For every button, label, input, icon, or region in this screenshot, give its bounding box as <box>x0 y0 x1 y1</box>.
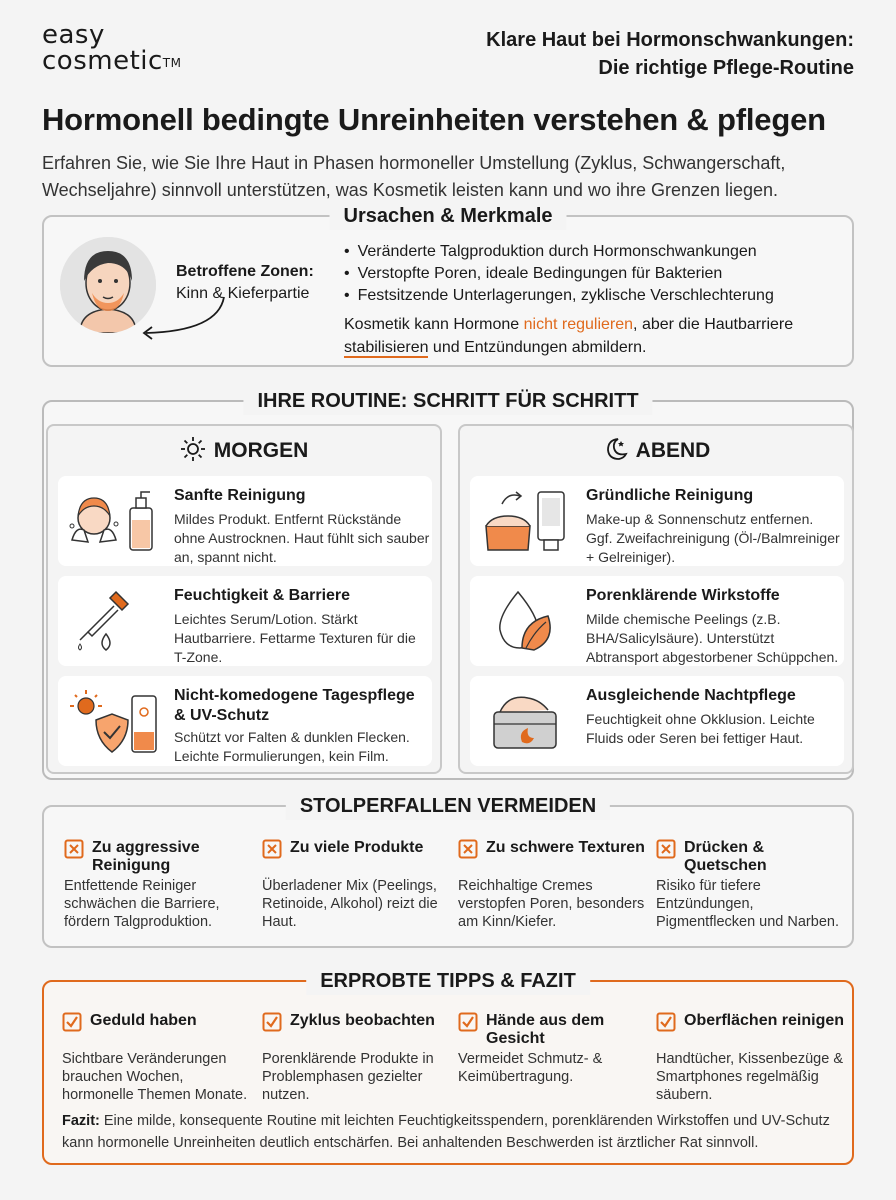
routine-section <box>42 390 854 780</box>
note-highlight: nicht regulieren <box>523 316 634 333</box>
routine-step <box>470 576 844 666</box>
page-title-line1: Klare Haut bei Hormonschwankungen: <box>486 29 854 51</box>
zones-label: Betroffene Zonen: <box>176 263 314 280</box>
pitfall-item <box>656 839 851 931</box>
pitfall-title: Drücken & Quetschen <box>684 839 767 874</box>
tip-item <box>62 1012 257 1104</box>
list-item: • Verstopfte Poren, ideale Bedingungen für Bakterien <box>344 263 774 285</box>
step-text: Feuchtigkeit ohne Okklusion. Leichte Fluids oder Seren bei fettiger Haut. <box>586 711 815 746</box>
sun-icon <box>180 436 206 462</box>
cosmetics-note <box>344 313 844 359</box>
x-box-icon <box>64 839 84 859</box>
pitfall-item <box>262 839 457 931</box>
morning-header <box>48 436 440 465</box>
step-text: Make-up & Sonnenschutz entfernen. Ggf. Zweifachreinigung (Öl-/Balmreiniger + Gelreiniger). <box>586 511 840 565</box>
x-box-icon <box>458 839 478 859</box>
causes-title: Ursachen & Merkmale <box>330 202 567 230</box>
step-text: Milde chemische Peelings (z.B. BHA/Salicylsäure). Unterstützt Abtransport abgestorbener Schüppchen. <box>586 611 839 665</box>
step-title: Gründliche Reinigung <box>586 487 754 504</box>
night-cream-icon <box>478 686 574 756</box>
morning-label: MORGEN <box>213 439 309 462</box>
conclusion-label: Fazit: <box>62 1113 100 1129</box>
pitfall-item <box>64 839 259 931</box>
pitfall-title: Zu aggressive Reinigung <box>92 839 200 874</box>
conclusion <box>62 1110 842 1154</box>
step-title: Sanfte Reinigung <box>174 487 306 504</box>
checkbox-icon <box>656 1012 676 1032</box>
causes-section <box>42 205 854 367</box>
note-text: und Entzündungen abmildern. <box>428 339 647 356</box>
tip-text: Handtücher, Kissenbezüge & Smartphones regelmäßig säubern. <box>656 1051 844 1103</box>
checkbox-icon <box>62 1012 82 1032</box>
pitfall-title: Zu viele Produkte <box>290 839 424 856</box>
tip-item <box>458 1012 653 1086</box>
list-item: • Festsitzende Unterlagerungen, zyklische Verschlechterung <box>344 285 774 307</box>
step-title: Ausgleichende Nachtpflege <box>586 687 796 704</box>
headline: Hormonell bedingte Unreinheiten verstehen & pflegen <box>42 102 826 137</box>
checkbox-icon <box>458 1012 478 1032</box>
routine-step <box>470 476 844 566</box>
conclusion-text: Eine milde, konsequente Routine mit leichten Feuchtigkeitsspendern, porenklärenden Wirkstoffen und UV-Schutz kann hormonelle Unreinheiten deutlich entschärfen. Bei anhaltenden Beschwerden ist ärztlicher Rat sinnvoll. <box>62 1113 830 1151</box>
evening-header <box>460 436 852 465</box>
intro-text: Erfahren Sie, wie Sie Ihre Haut in Phasen hormoneller Umstellung (Zyklus, Schwangerschaft, Wechseljahre) sinnvoll unterstützen, was Kosmetik leisten kann und wo ihre Grenzen liegen. <box>42 153 786 200</box>
brand-line1: easy <box>42 20 105 50</box>
causes-list <box>344 241 774 307</box>
step-text: Leichtes Serum/Lotion. Stärkt Hautbarriere. Fettarme Texturen für die T-Zone. <box>174 611 416 665</box>
tip-item <box>656 1012 851 1104</box>
routine-step <box>58 676 432 766</box>
pitfalls-title: STOLPERFALLEN VERMEIDEN <box>286 792 610 820</box>
routine-step <box>58 576 432 666</box>
tip-title: Zyklus beobachten <box>290 1012 435 1029</box>
routine-step <box>58 476 432 566</box>
brand-line2: cosmetic <box>42 46 163 76</box>
list-item: • Veränderte Talgproduktion durch Hormonschwankungen <box>344 241 774 263</box>
tip-title: Hände aus dem Gesicht <box>486 1012 605 1047</box>
trademark: TM <box>162 56 182 70</box>
x-box-icon <box>656 839 676 859</box>
step-text: Mildes Produkt. Entfernt Rückstände ohne Austrocknen. Haut fühlt sich sauber an, spannt nicht. <box>174 511 430 565</box>
step-title: Porenklärende Wirkstoffe <box>586 587 780 604</box>
dropper-icon <box>66 586 162 656</box>
brand-logo <box>42 22 181 74</box>
page-title <box>486 26 854 82</box>
zones-value: Kinn & Kieferpartie <box>176 285 310 302</box>
step-title: Feuchtigkeit & Barriere <box>174 587 351 604</box>
routine-title: IHRE ROUTINE: SCHRITT FÜR SCHRITT <box>243 387 652 415</box>
pitfalls-section <box>42 795 854 948</box>
step-title: Nicht-komedogene Tagespflege & UV-Schutz <box>174 687 415 724</box>
note-text: , aber die Hautbarriere <box>633 316 794 333</box>
tip-text: Porenklärende Produkte in Problemphasen gezielter nutzen. <box>262 1051 434 1103</box>
note-highlight-underlined: stabilisieren <box>344 339 429 356</box>
face-washing-icon <box>66 486 162 556</box>
pitfall-text: Überladener Mix (Peelings, Retinoide, Alkohol) reizt die Haut. <box>262 878 438 930</box>
pitfall-text: Reichhaltige Cremes verstopfen Poren, besonders am Kinn/Kiefer. <box>458 878 645 930</box>
pitfall-item <box>458 839 653 931</box>
moon-icon <box>602 436 628 462</box>
morning-column <box>46 424 442 774</box>
tips-section <box>42 970 854 1165</box>
checkbox-icon <box>262 1012 282 1032</box>
affected-zones <box>176 261 314 305</box>
x-box-icon <box>262 839 282 859</box>
note-text: Kosmetik kann Hormone <box>344 316 524 333</box>
tip-text: Vermeidet Schmutz- & Keimübertragung. <box>458 1051 603 1085</box>
step-text: Schützt vor Falten & dunklen Flecken. Leichte Formulierungen, kein Film. <box>174 729 410 764</box>
tips-title: ERPROBTE TIPPS & FAZIT <box>306 967 590 995</box>
leaf-drop-icon <box>478 586 574 656</box>
tip-item <box>262 1012 457 1104</box>
routine-step <box>470 676 844 766</box>
tip-text: Sichtbare Veränderungen brauchen Wochen, hormonelle Themen Monate. <box>62 1051 248 1103</box>
evening-column <box>458 424 854 774</box>
tip-title: Oberflächen reinigen <box>684 1012 845 1029</box>
pitfall-text: Entfettende Reiniger schwächen die Barriere, fördern Talgproduktion. <box>64 878 220 930</box>
pitfall-text: Risiko für tiefere Entzündungen, Pigmentflecken und Narben. <box>656 878 839 930</box>
sun-protection-icon <box>66 686 162 756</box>
cleansing-balm-icon <box>478 486 574 556</box>
page-title-line2: Die richtige Pflege-Routine <box>598 57 854 79</box>
pitfall-title: Zu schwere Texturen <box>486 839 645 856</box>
tip-title: Geduld haben <box>90 1012 197 1029</box>
evening-label: ABEND <box>635 439 711 462</box>
